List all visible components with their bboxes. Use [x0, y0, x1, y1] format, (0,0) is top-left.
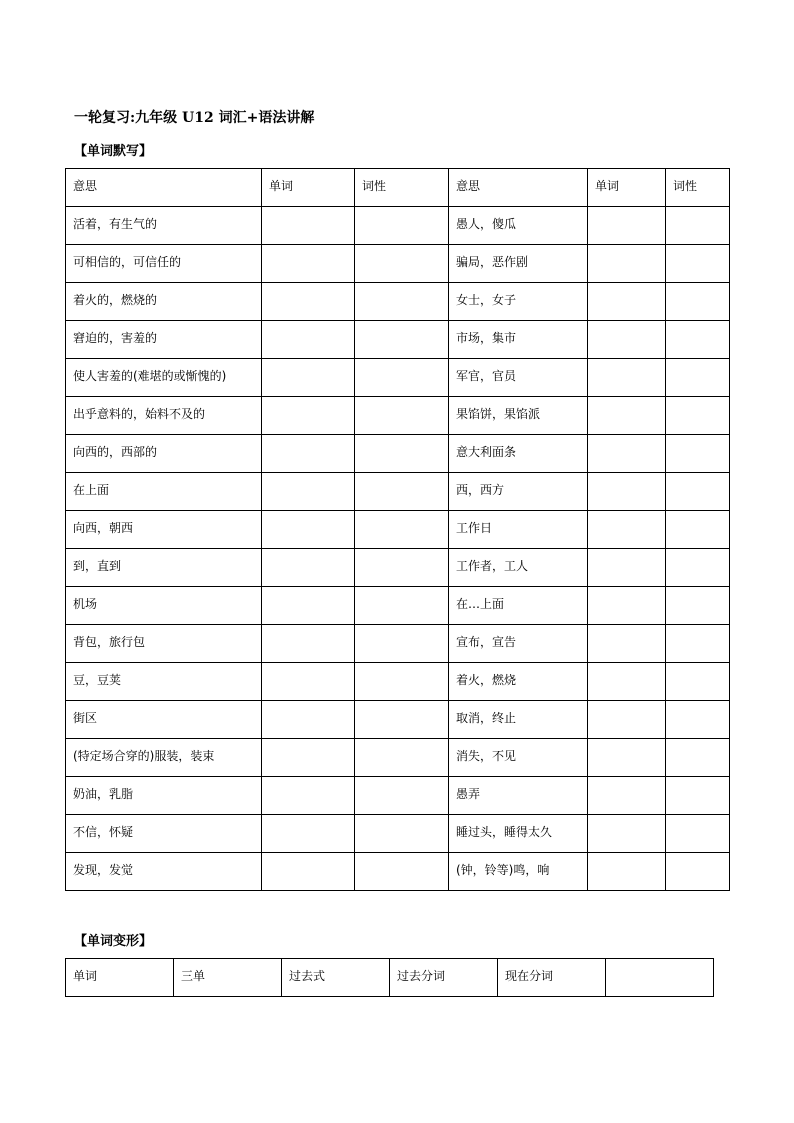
word-blank-cell[interactable] [588, 397, 666, 435]
table-row [66, 701, 730, 739]
meaning-cell: 发现，发觉 [66, 853, 262, 891]
pos-blank-cell[interactable] [666, 663, 730, 701]
table-row [66, 321, 730, 359]
meaning-cell: 在…上面 [449, 587, 588, 625]
word-blank-cell[interactable] [262, 625, 355, 663]
pos-blank-cell[interactable] [355, 283, 449, 321]
header-cell: 单词 [66, 959, 174, 997]
pos-blank-cell[interactable] [355, 777, 449, 815]
table-row [66, 853, 730, 891]
header-cell: 单词 [262, 169, 355, 207]
word-blank-cell[interactable] [588, 815, 666, 853]
forms-section-heading: 【单词变形】 [74, 934, 153, 949]
pos-blank-cell[interactable] [666, 359, 730, 397]
pos-blank-cell[interactable] [666, 283, 730, 321]
word-blank-cell[interactable] [588, 283, 666, 321]
word-blank-cell[interactable] [588, 473, 666, 511]
meaning-cell: 到，直到 [66, 549, 262, 587]
header-cell: 词性 [666, 169, 730, 207]
meaning-cell: 愚人，傻瓜 [449, 207, 588, 245]
meaning-cell: 意大利面条 [449, 435, 588, 473]
table-row [66, 511, 730, 549]
word-blank-cell[interactable] [588, 663, 666, 701]
pos-blank-cell[interactable] [666, 587, 730, 625]
page-title: 一轮复习:九年级 U12 词汇+语法讲解 [74, 110, 315, 126]
header-cell: 现在分词 [498, 959, 606, 997]
meaning-cell: (特定场合穿的)服装，装束 [66, 739, 262, 777]
meaning-cell: 出乎意料的，始料不及的 [66, 397, 262, 435]
word-blank-cell[interactable] [262, 701, 355, 739]
word-blank-cell[interactable] [262, 815, 355, 853]
pos-blank-cell[interactable] [355, 473, 449, 511]
pos-blank-cell[interactable] [666, 245, 730, 283]
pos-blank-cell[interactable] [666, 511, 730, 549]
word-blank-cell[interactable] [588, 511, 666, 549]
meaning-cell: 骗局，恶作剧 [449, 245, 588, 283]
meaning-cell: 不信，怀疑 [66, 815, 262, 853]
pos-blank-cell[interactable] [355, 815, 449, 853]
word-blank-cell[interactable] [262, 739, 355, 777]
word-blank-cell[interactable] [262, 283, 355, 321]
pos-blank-cell[interactable] [666, 549, 730, 587]
word-blank-cell[interactable] [262, 511, 355, 549]
table-row [66, 625, 730, 663]
table-header-row [66, 169, 730, 207]
pos-blank-cell[interactable] [355, 549, 449, 587]
header-cell [606, 959, 714, 997]
table-row [66, 245, 730, 283]
pos-blank-cell[interactable] [666, 473, 730, 511]
pos-blank-cell[interactable] [355, 739, 449, 777]
word-blank-cell[interactable] [262, 853, 355, 891]
pos-blank-cell[interactable] [666, 435, 730, 473]
header-cell: 意思 [449, 169, 588, 207]
meaning-cell: 使人害羞的(难堪的或惭愧的) [66, 359, 262, 397]
meaning-cell: 机场 [66, 587, 262, 625]
meaning-cell: 活着，有生气的 [66, 207, 262, 245]
meaning-cell: 着火，燃烧 [449, 663, 588, 701]
table-row [66, 397, 730, 435]
header-cell: 意思 [66, 169, 262, 207]
meaning-cell: 市场，集市 [449, 321, 588, 359]
pos-blank-cell[interactable] [355, 359, 449, 397]
pos-blank-cell[interactable] [355, 245, 449, 283]
pos-blank-cell[interactable] [666, 321, 730, 359]
meaning-cell: 奶油，乳脂 [66, 777, 262, 815]
header-cell: 过去式 [282, 959, 390, 997]
pos-blank-cell[interactable] [355, 397, 449, 435]
meaning-cell: 愚弄 [449, 777, 588, 815]
pos-blank-cell[interactable] [666, 777, 730, 815]
word-blank-cell[interactable] [262, 777, 355, 815]
meaning-cell: 睡过头，睡得太久 [449, 815, 588, 853]
meaning-cell: 向西，朝西 [66, 511, 262, 549]
word-blank-cell[interactable] [262, 397, 355, 435]
table-row [66, 473, 730, 511]
meaning-cell: 窘迫的，害羞的 [66, 321, 262, 359]
table-row [66, 549, 730, 587]
meaning-cell: 街区 [66, 701, 262, 739]
pos-blank-cell[interactable] [666, 739, 730, 777]
meaning-cell: 工作者，工人 [449, 549, 588, 587]
meaning-cell: 着火的，燃烧的 [66, 283, 262, 321]
vocab-section-heading: 【单词默写】 [74, 144, 153, 159]
meaning-cell: (钟，铃等)鸣，响 [449, 853, 588, 891]
word-blank-cell[interactable] [588, 701, 666, 739]
word-forms-table [65, 958, 714, 997]
word-blank-cell[interactable] [262, 549, 355, 587]
pos-blank-cell[interactable] [355, 625, 449, 663]
table-row [66, 777, 730, 815]
word-blank-cell[interactable] [588, 853, 666, 891]
meaning-cell: 在上面 [66, 473, 262, 511]
header-cell: 过去分词 [390, 959, 498, 997]
word-blank-cell[interactable] [262, 663, 355, 701]
word-blank-cell[interactable] [588, 625, 666, 663]
pos-blank-cell[interactable] [355, 435, 449, 473]
pos-blank-cell[interactable] [666, 815, 730, 853]
pos-blank-cell[interactable] [355, 853, 449, 891]
meaning-cell: 取消，终止 [449, 701, 588, 739]
pos-blank-cell[interactable] [355, 511, 449, 549]
pos-blank-cell[interactable] [666, 853, 730, 891]
header-cell: 词性 [355, 169, 449, 207]
word-blank-cell[interactable] [262, 359, 355, 397]
pos-blank-cell[interactable] [666, 207, 730, 245]
meaning-cell: 豆，豆荚 [66, 663, 262, 701]
pos-blank-cell[interactable] [355, 321, 449, 359]
meaning-cell: 向西的，西部的 [66, 435, 262, 473]
table-row [66, 739, 730, 777]
meaning-cell: 可相信的，可信任的 [66, 245, 262, 283]
meaning-cell: 宣布，宣告 [449, 625, 588, 663]
table-row [66, 207, 730, 245]
meaning-cell: 果馅饼，果馅派 [449, 397, 588, 435]
meaning-cell: 消失，不见 [449, 739, 588, 777]
meaning-cell: 西，西方 [449, 473, 588, 511]
word-blank-cell[interactable] [588, 587, 666, 625]
word-blank-cell[interactable] [588, 207, 666, 245]
table-row [66, 283, 730, 321]
word-blank-cell[interactable] [262, 321, 355, 359]
pos-blank-cell[interactable] [666, 701, 730, 739]
meaning-cell: 女士，女子 [449, 283, 588, 321]
word-blank-cell[interactable] [588, 359, 666, 397]
word-blank-cell[interactable] [262, 207, 355, 245]
meaning-cell: 军官，官员 [449, 359, 588, 397]
word-blank-cell[interactable] [588, 435, 666, 473]
table-row [66, 815, 730, 853]
pos-blank-cell[interactable] [666, 625, 730, 663]
meaning-cell: 背包，旅行包 [66, 625, 262, 663]
table-row [66, 359, 730, 397]
word-blank-cell[interactable] [262, 587, 355, 625]
pos-blank-cell[interactable] [355, 587, 449, 625]
vocab-dictation-table [65, 168, 730, 891]
word-blank-cell[interactable] [588, 321, 666, 359]
pos-blank-cell[interactable] [355, 663, 449, 701]
word-blank-cell[interactable] [262, 435, 355, 473]
table-row [66, 663, 730, 701]
pos-blank-cell[interactable] [355, 701, 449, 739]
header-cell: 三单 [174, 959, 282, 997]
word-blank-cell[interactable] [588, 245, 666, 283]
table-header-row [66, 959, 714, 997]
table-row [66, 587, 730, 625]
word-blank-cell[interactable] [588, 777, 666, 815]
word-blank-cell[interactable] [588, 549, 666, 587]
pos-blank-cell[interactable] [666, 397, 730, 435]
meaning-cell: 工作日 [449, 511, 588, 549]
table-row [66, 435, 730, 473]
word-blank-cell[interactable] [588, 739, 666, 777]
word-blank-cell[interactable] [262, 473, 355, 511]
header-cell: 单词 [588, 169, 666, 207]
word-blank-cell[interactable] [262, 245, 355, 283]
pos-blank-cell[interactable] [355, 207, 449, 245]
